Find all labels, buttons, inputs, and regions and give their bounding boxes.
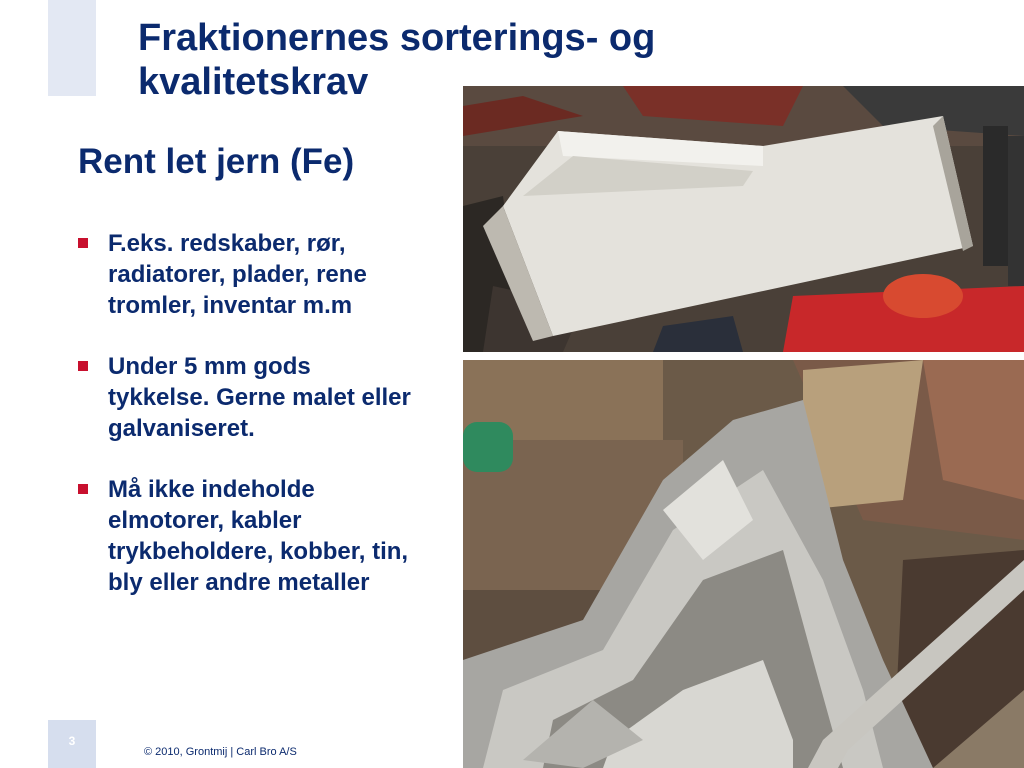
scrap-metal-photo-bottom — [463, 360, 1024, 768]
bullet-text: Må ikke indeholde elmotorer, kabler trykbeholdere, kobber, tin, bly eller andre metaller — [108, 476, 409, 596]
square-bullet-icon — [78, 361, 88, 371]
footer-copyright: © 2010, Grontmij | Carl Bro A/S — [144, 746, 297, 758]
slide-subtitle: Rent let jern (Fe) — [78, 142, 355, 181]
bullet-text: Under 5 mm gods tykkelse. Gerne malet eller galvaniseret. — [108, 353, 411, 442]
scrap-metal-photo-top — [463, 86, 1024, 352]
bullet-item — [76, 474, 416, 598]
slide-title: Fraktionernes sorterings- og kvalitetskrav — [138, 17, 656, 103]
bullet-item — [76, 228, 416, 321]
decorative-side-block — [48, 0, 96, 96]
square-bullet-icon — [78, 484, 88, 494]
bullet-text: F.eks. redskaber, rør, radiatorer, plader, rene tromler, inventar m.m — [108, 230, 367, 319]
bullet-list — [76, 228, 416, 628]
bullet-item — [76, 351, 416, 444]
page-number: 3 — [68, 734, 76, 748]
square-bullet-icon — [78, 238, 88, 248]
